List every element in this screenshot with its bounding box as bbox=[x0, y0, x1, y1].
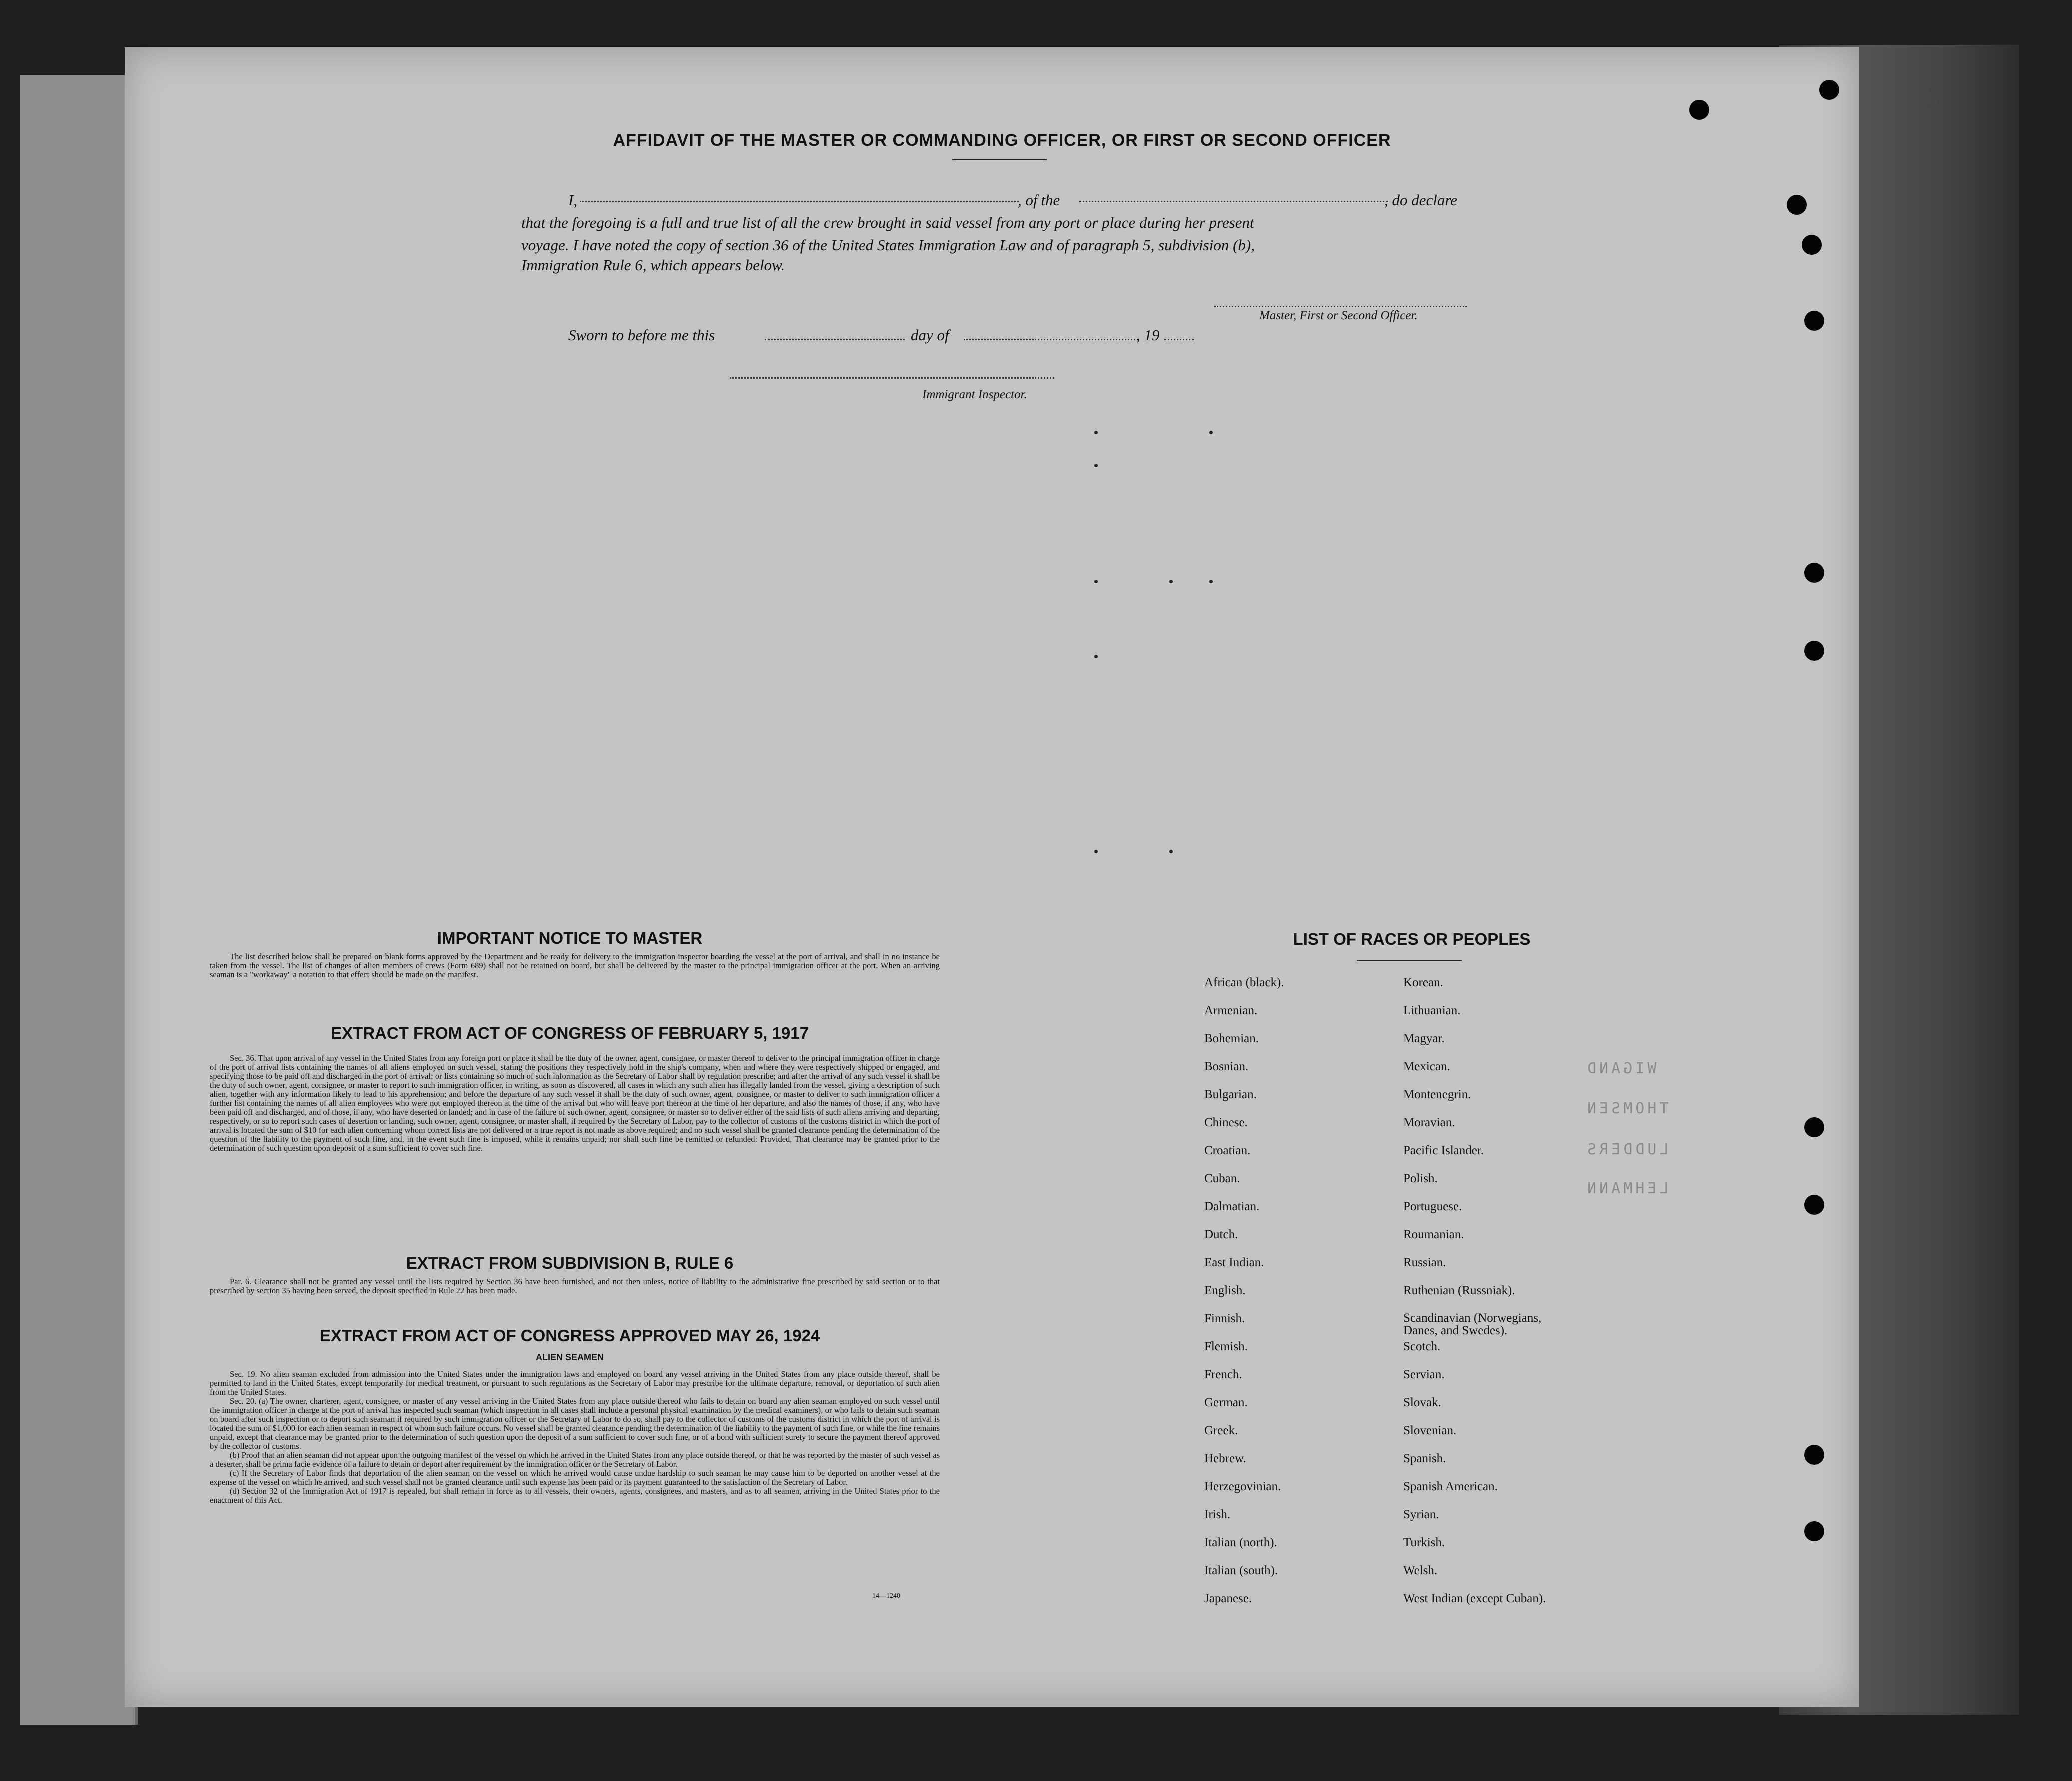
race-item: Flemish. bbox=[1204, 1340, 1248, 1353]
race-item: Syrian. bbox=[1403, 1508, 1439, 1521]
sec-36-paragraph: Sec. 36. That upon arrival of any vessel in the United States from any foreign port or place it shall be the duty of the owner, agent, consignee, or master thereof to deliver to the principal immigration officer in charge of the port of arrival lists containing the names of all aliens employed on such vessel, stating the positions they respectively hold in the ship's company, when and where they were respectively shipped or engaged, and specifying those to be paid off and discharged in the port of arrival; or lists containing so much of such information as the Secretary of Labor shall by regulation prescribe; and after the arrival of any such vessel it shall be the duty of such owner, agent, consignee, or master to report to such immigration officer, in writing, as soon as discovered, all cases in which any such alien has illegally landed from the vessel, giving a description of such alien, together with any information likely to lead to his apprehension; and before the departure of any such vessel it shall be the duty of such owner, agent, consignee, or master to deliver to such immigration officer a further list containing the names of all alien employees who were not employed thereon at the time of the arrival but who will leave port thereon at the time of her departure, and also the names of those, if any, who have been paid off and discharged, and of those, if any, who have deserted or landed; and in case of the failure of such owner, agent, consignee, or master so to deliver either of the said lists of such aliens arriving and departing, respectively, or so to report such cases of desertion or landing, such owner, agent, consignee, or master shall, if required by the Secretary of Labor, pay to the collector of customs of the customs district in which the port of arrival is located the sum of $10 for each alien concerning whom correct lists are not delivered or a true report is not made as above required; and no such vessel shall be granted clearance pending the determination of the question of the liability to the payment of such fine, and, in the event such fine is imposed, while it remains unpaid; nor shall such fine be remitted or refunded: Provided, That clearance may be granted prior to the determination of such question upon deposit of a sum sufficient to cover such fine. bbox=[210, 1053, 940, 1153]
race-item: Pacific Islander. bbox=[1403, 1144, 1484, 1157]
race-item: Mexican. bbox=[1403, 1060, 1450, 1073]
race-item: Italian (south). bbox=[1204, 1564, 1278, 1577]
race-item: Ruthenian (Russniak). bbox=[1403, 1284, 1515, 1297]
punch-hole bbox=[1804, 1445, 1824, 1465]
race-item: East Indian. bbox=[1204, 1256, 1264, 1269]
race-item: Bulgarian. bbox=[1204, 1088, 1257, 1101]
of-the-label: , of the bbox=[1018, 191, 1060, 209]
notice-text bbox=[210, 952, 940, 979]
race-item: English. bbox=[1204, 1284, 1246, 1297]
sworn-year-field[interactable] bbox=[1164, 339, 1194, 340]
race-item: Korean. bbox=[1403, 976, 1443, 989]
notice-title: IMPORTANT NOTICE TO MASTER bbox=[437, 929, 703, 947]
race-item: Croatian. bbox=[1204, 1144, 1251, 1157]
extract-1924-text bbox=[210, 1370, 940, 1505]
race-item: Herzegovinian. bbox=[1204, 1480, 1281, 1493]
race-item: Dutch. bbox=[1204, 1228, 1238, 1241]
bleed-through-name: THOMSEN bbox=[1584, 1100, 1669, 1117]
extract-rule-6-text bbox=[210, 1277, 940, 1295]
vessel-field[interactable] bbox=[1079, 201, 1388, 202]
form-dot bbox=[1094, 431, 1098, 434]
sworn-day-field[interactable] bbox=[765, 339, 905, 340]
sec-20d-paragraph: (d) Section 32 of the Immigration Act of 1917 is repealed, but shall remain in force as to all vessels, their owners, agents, consignees, and masters, and as to all seamen, arriving in the United States prior to the enactment of this Act. bbox=[210, 1486, 940, 1505]
alien-seamen-subtitle: ALIEN SEAMEN bbox=[535, 1352, 604, 1362]
signature-field[interactable] bbox=[1214, 306, 1467, 307]
race-item: Turkish. bbox=[1403, 1536, 1445, 1549]
race-item: Chinese. bbox=[1204, 1116, 1248, 1129]
punch-hole bbox=[1819, 80, 1839, 100]
race-item: Scotch. bbox=[1403, 1340, 1441, 1353]
punch-hole bbox=[1787, 195, 1807, 215]
race-item: Cuban. bbox=[1204, 1172, 1240, 1185]
sec-20c-paragraph: (c) If the Secretary of Labor finds that deportation of the alien seaman on the vessel on which he arrived would cause undue hardship to such seaman he may cause him to be deported on another vessel at the expense of the vessel on which he arrived, and such vessel shall not be granted clearance until such expense has been paid or its payment guaranteed to the satisfaction of the Secretary of Labor. bbox=[210, 1468, 940, 1487]
race-item: French. bbox=[1204, 1368, 1242, 1381]
punch-hole bbox=[1804, 1521, 1824, 1541]
race-item: Spanish. bbox=[1403, 1452, 1446, 1465]
punch-hole bbox=[1804, 1195, 1824, 1215]
race-item: Scandinavian (Norwegians, Danes, and Swedes). bbox=[1403, 1311, 1542, 1337]
race-item: African (black). bbox=[1204, 976, 1284, 989]
day-of-label: day of bbox=[911, 326, 949, 344]
extract-rule-6-title: EXTRACT FROM SUBDIVISION B, RULE 6 bbox=[406, 1254, 734, 1272]
punch-hole bbox=[1804, 641, 1824, 661]
race-item: Magyar. bbox=[1403, 1032, 1445, 1045]
extract-1917-text bbox=[210, 1054, 940, 1153]
underlying-page-strip bbox=[20, 75, 138, 1725]
race-item: Slovak. bbox=[1403, 1396, 1441, 1409]
race-item: Portuguese. bbox=[1403, 1200, 1462, 1213]
affidavit-title: AFFIDAVIT OF THE MASTER OR COMMANDING OFFICER, OR FIRST OR SECOND OFFICER bbox=[613, 131, 1391, 150]
year-label: , 19 bbox=[1136, 326, 1160, 344]
race-item: Finnish. bbox=[1204, 1312, 1245, 1325]
affidavit-line-2: voyage. I have noted the copy of section 36 of the United States Immigration Law and of paragraph 5, subdivision (b), bbox=[521, 236, 1255, 254]
race-item: Polish. bbox=[1403, 1172, 1438, 1185]
races-title: LIST OF RACES OR PEOPLES bbox=[1293, 930, 1531, 948]
race-item: Bosnian. bbox=[1204, 1060, 1249, 1073]
par-6-paragraph: Par. 6. Clearance shall not be granted any vessel until the lists required by Section 36 have been furnished, and not then unless, notice of liability to the administrative fine prescribed by said section or to that prescribed by section 35 having been served, the deposit specified in Rule 22 has been made. bbox=[210, 1277, 940, 1295]
race-item: Servian. bbox=[1403, 1368, 1445, 1381]
form-dot bbox=[1094, 580, 1098, 583]
sworn-label: Sworn to before me this bbox=[568, 326, 715, 344]
punch-hole bbox=[1802, 235, 1822, 255]
bleed-through-name: WIGAND bbox=[1584, 1060, 1657, 1077]
races-column-2 bbox=[1403, 976, 1553, 1620]
race-item: Roumanian. bbox=[1403, 1228, 1464, 1241]
margin-mark: 3 bbox=[1927, 80, 1942, 113]
race-item: Russian. bbox=[1403, 1256, 1446, 1269]
race-item: Italian (north). bbox=[1204, 1536, 1277, 1549]
inspector-signature-field[interactable] bbox=[730, 377, 1054, 379]
punch-hole bbox=[1804, 311, 1824, 331]
race-item: Bohemian. bbox=[1204, 1032, 1259, 1045]
punch-hole bbox=[1804, 563, 1824, 583]
form-dot bbox=[1094, 850, 1098, 853]
race-item: Greek. bbox=[1204, 1424, 1238, 1437]
race-item: Hebrew. bbox=[1204, 1452, 1246, 1465]
punch-hole bbox=[1804, 1117, 1824, 1137]
form-dot bbox=[1209, 431, 1213, 434]
race-item: Montenegrin. bbox=[1403, 1088, 1471, 1101]
do-declare-label: , do declare bbox=[1384, 191, 1458, 209]
race-item: Moravian. bbox=[1403, 1116, 1455, 1129]
sec-20a-paragraph: Sec. 20. (a) The owner, charterer, agent, consignee, or master of any vessel arriving in the United States from any place outside thereof who fails to detain on board any alien seaman employed on such vessel until the immigration officer in charge at the port of arrival has inspected such seaman (which inspection in all cases shall include a personal physical examination by the medical examiners), or who fails to detain such seaman on board after such inspection or to deport such seaman if required by such immigration officer or the Secretary of Labor to do so, shall pay to the collector of customs of the customs district in which the port of arrival is located the sum of $1,000 for each alien seaman in respect of whom such failure occurs. No vessel shall be granted clearance pending the determination of the liability to the payment of such fine, or while the fine remains unpaid, except that clearance may be granted prior to the determination of such question upon the deposit of a sum sufficient to cover such fine, or of a bond with sufficient surety to secure the payment thereof approved by the collector of customs. bbox=[210, 1396, 940, 1451]
sec-19-paragraph: Sec. 19. No alien seaman excluded from admission into the United States under the immigration laws and employed on board any vessel arriving in the United States from any place outside thereof, shall be permitted to land in the United States, except temporarily for medical treatment, or pursuant to such regulations as the Secretary of Labor may prescribe for the ultimate departure, removal, or deportation of such alien from the United States. bbox=[210, 1369, 940, 1397]
races-rule bbox=[1357, 960, 1462, 961]
races-column-1 bbox=[1204, 976, 1284, 1620]
race-item: Irish. bbox=[1204, 1508, 1231, 1521]
punch-hole bbox=[1689, 100, 1709, 120]
signature-label: Master, First or Second Officer. bbox=[1259, 309, 1418, 322]
race-item: West Indian (except Cuban). bbox=[1403, 1592, 1546, 1605]
race-item: Welsh. bbox=[1403, 1564, 1438, 1577]
title-rule bbox=[952, 159, 1047, 160]
notice-paragraph: The list described below shall be prepared on blank forms approved by the Department and be ready for delivery to the immigration inspector boarding the vessel at the port of arrival, and shall in no instance be taken from the vessel. The list of changes of alien members of crews (Form 689) shall not be retained on board, but shall be delivered by the master to the principal immigration officer at the port. When an arriving seaman is a "workaway" a notation to that effect should be made on the manifest. bbox=[210, 952, 940, 979]
name-field[interactable] bbox=[580, 201, 1019, 202]
affidavit-line-1: that the foregoing is a full and true list of all the crew brought in said vessel from any port or place during her present bbox=[521, 214, 1254, 231]
form-number: 14—1240 bbox=[872, 1592, 900, 1600]
race-item: Dalmatian. bbox=[1204, 1200, 1260, 1213]
extract-1924-title: EXTRACT FROM ACT OF CONGRESS APPROVED MAY 26, 1924 bbox=[319, 1326, 820, 1345]
i-label: I, bbox=[568, 191, 578, 209]
race-item: Lithuanian. bbox=[1403, 1004, 1461, 1017]
form-dot bbox=[1094, 464, 1098, 467]
form-dot bbox=[1169, 850, 1173, 853]
bleed-through-name: LEHMANN bbox=[1584, 1180, 1669, 1197]
extract-1917-title: EXTRACT FROM ACT OF CONGRESS OF FEBRUARY 5, 1917 bbox=[331, 1024, 809, 1042]
form-dot bbox=[1094, 655, 1098, 658]
sworn-month-field[interactable] bbox=[964, 339, 1138, 340]
race-item: German. bbox=[1204, 1396, 1248, 1409]
race-item: Armenian. bbox=[1204, 1004, 1258, 1017]
sec-20b-paragraph: (b) Proof that an alien seaman did not appear upon the outgoing manifest of the vessel on which he arrived in the United States from any place outside thereof, or that he was reported by the master of such vessel as a deserter, shall be prima facie evidence of a failure to detain or deport after requirement by the immigration officer or the Secretary of Labor. bbox=[210, 1450, 940, 1469]
bleed-through-name: LUDDERS bbox=[1584, 1141, 1669, 1158]
race-item: Slovenian. bbox=[1403, 1424, 1457, 1437]
form-dot bbox=[1209, 580, 1213, 583]
race-item: Japanese. bbox=[1204, 1592, 1252, 1605]
race-item: Spanish American. bbox=[1403, 1480, 1498, 1493]
affidavit-line-3: Immigration Rule 6, which appears below. bbox=[521, 256, 785, 274]
form-dot bbox=[1169, 580, 1173, 583]
inspector-label: Immigrant Inspector. bbox=[922, 388, 1027, 401]
